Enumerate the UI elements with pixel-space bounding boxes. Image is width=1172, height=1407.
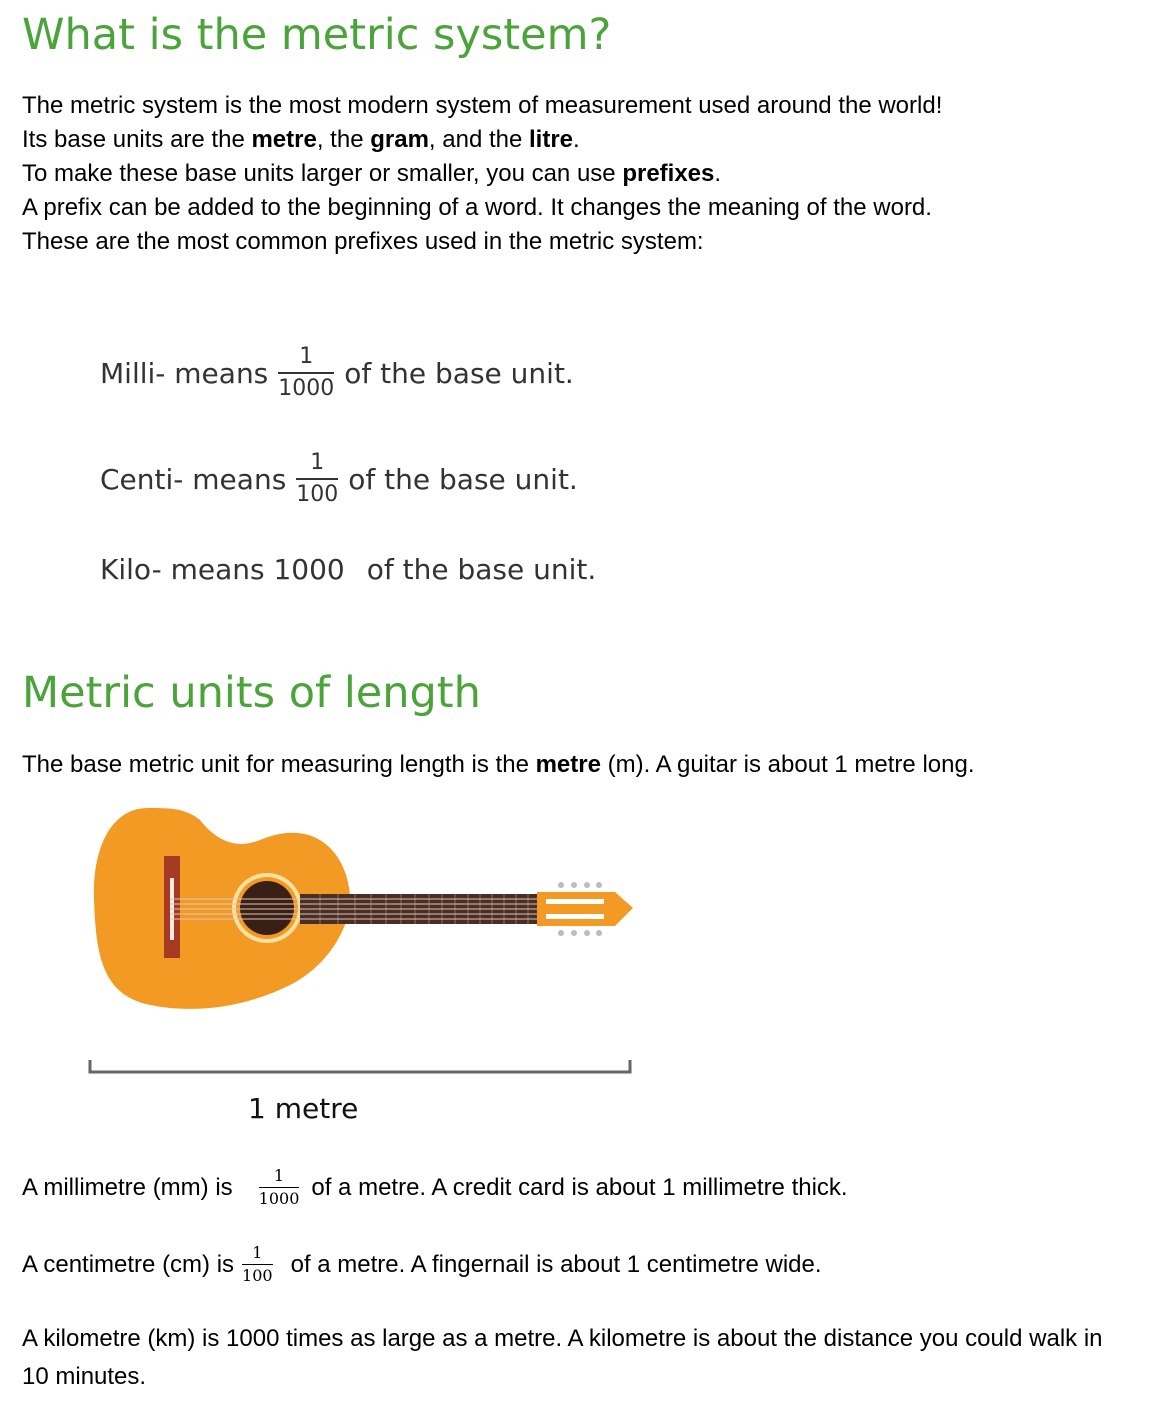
- prefix-milli-fraction: $\frac{1}{1000}$: [278, 344, 335, 401]
- measure-label: 1 metre: [248, 1092, 359, 1125]
- prefix-kilo-suffix: of the base unit.: [366, 553, 597, 586]
- prefix-kilo: [100, 553, 596, 586]
- intro-paragraph: [22, 89, 942, 259]
- prefix-centi-fraction: $\frac{1}{100}$: [296, 450, 339, 507]
- millimetre-label: A millimetre (mm) is: [22, 1173, 233, 1201]
- millimetre-fraction: $\frac{1}{1000}$: [258, 1166, 300, 1208]
- section-title-length: Metric units of length: [22, 668, 481, 718]
- prefix-kilo-label: Kilo- means 1000: [100, 553, 345, 586]
- kilometre-line-2: 10 minutes.: [22, 1363, 147, 1390]
- centimetre-suffix: of a metre. A fingernail is about 1 centimetre wide.: [290, 1250, 822, 1278]
- centimetre-label: A centimetre (cm) is: [22, 1250, 235, 1278]
- centimetre-line: [22, 1245, 822, 1284]
- page-title: What is the metric system?: [22, 10, 612, 60]
- guitar-illustration-icon: [80, 800, 650, 1025]
- prefix-milli: [100, 346, 574, 400]
- millimetre-line: [22, 1168, 848, 1207]
- centimetre-fraction: $\frac{1}{100}$: [242, 1243, 273, 1285]
- prefix-milli-label: Milli- means: [100, 356, 269, 390]
- length-intro: The base metric unit for measuring length is the metre (m). A guitar is about 1 metre long.: [22, 751, 975, 778]
- millimetre-suffix: of a metre. A credit card is about 1 millimetre thick.: [311, 1173, 848, 1201]
- prefix-centi-suffix: of the base unit.: [348, 462, 578, 496]
- measure-bar: [86, 1058, 636, 1078]
- intro-line-4: A prefix can be added to the beginning of a word. It changes the meaning of the word.: [22, 194, 932, 221]
- prefix-milli-suffix: of the base unit.: [344, 356, 574, 390]
- kilometre-line-1: A kilometre (km) is 1000 times as large as a metre. A kilometre is about the distance you could walk in: [22, 1325, 1103, 1352]
- intro-line-1: The metric system is the most modern system of measurement used around the world!: [22, 92, 943, 119]
- prefix-centi: [100, 452, 578, 506]
- intro-line-5: These are the most common prefixes used in the metric system:: [22, 228, 704, 255]
- prefix-centi-label: Centi- means: [100, 462, 287, 496]
- intro-line-3: To make these base units larger or smaller, you can use prefixes.: [22, 160, 722, 187]
- intro-line-2: Its base units are the metre, the gram, and the litre.: [22, 126, 580, 153]
- kilometre-paragraph: [22, 1320, 1103, 1396]
